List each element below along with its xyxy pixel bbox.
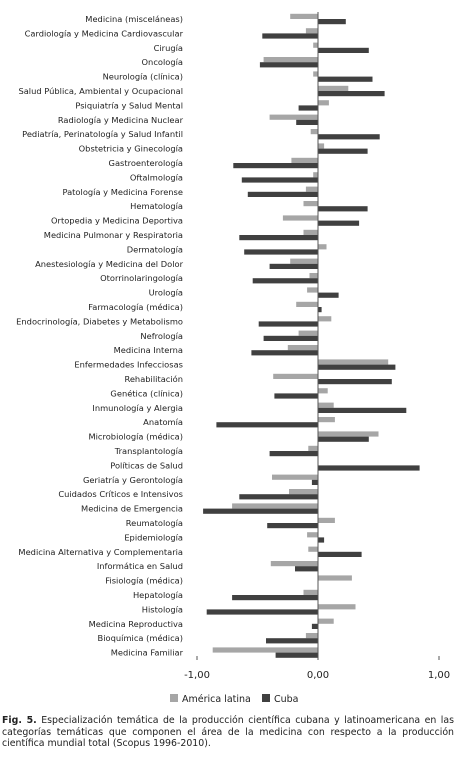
bar-cuba-farmacologia-medica (318, 307, 322, 312)
bar-cuba-cuidados-criticos-e-intensivos (239, 494, 318, 499)
bar-america-latina-dermatologia (318, 244, 327, 249)
category-label-nefrologia: Nefrología (140, 330, 183, 341)
bar-cuba-bioquimica-medica (266, 638, 318, 643)
category-label-histologia: Histología (141, 604, 183, 615)
category-labels (16, 14, 183, 658)
bar-america-latina-anatomia (318, 417, 335, 422)
category-label-cuidados-criticos-e-intensivos: Cuidados Críticos e Intensivos (58, 489, 183, 500)
category-label-anatomia: Anatomía (143, 417, 183, 428)
legend-label-america-latina: América latina (182, 694, 251, 705)
category-label-oncologia: Oncología (141, 57, 183, 68)
bar-cuba-medicina-pulmonar-y-respiratoria (239, 235, 318, 240)
category-label-geriatria-y-gerontologia: Geriatría y Gerontología (82, 474, 183, 485)
category-label-epidemiologia: Epidemiología (124, 532, 183, 543)
category-label-reumatologia: Reumatología (125, 518, 183, 528)
category-label-ortopedia-y-medicina-deportiva: Ortopedia y Medicina Deportiva (51, 215, 183, 226)
legend-swatch-america-latina (170, 694, 178, 702)
bar-cuba-patologia-y-medicina-forense (248, 192, 318, 197)
bar-cuba-medicina-miscelaneas (318, 19, 346, 24)
bar-cuba-medicina-reproductiva (312, 624, 318, 629)
bar-cuba-reumatologia (267, 523, 318, 528)
category-label-gastroenterologia: Gastroenterología (108, 158, 183, 168)
bar-cuba-rehabilitacion (318, 379, 392, 384)
bar-cuba-medicina-de-emergencia (203, 509, 318, 514)
category-label-medicina-pulmonar-y-respiratoria: Medicina Pulmonar y Respiratoria (43, 230, 183, 240)
bar-cuba-gastroenterologia (233, 163, 318, 168)
category-label-radiologia-y-medicina-nuclear: Radiología y Medicina Nuclear (57, 114, 183, 125)
bar-america-latina-cardiologia-y-medicina-cardiovascular (306, 28, 318, 33)
bar-america-latina-epidemiologia (307, 532, 318, 537)
bar-america-latina-oncologia (264, 57, 319, 62)
bar-cuba-obstetricia-y-ginecologia (318, 149, 368, 154)
category-label-salud-publica-ambiental-y-ocupacional: Salud Pública, Ambiental y Ocupacional (18, 86, 183, 96)
bar-cuba-epidemiologia (318, 537, 324, 542)
category-label-genetica-clinica: Genética (clínica) (110, 388, 183, 399)
category-label-fisiologia-medica: Fisiología (médica) (105, 575, 183, 586)
bar-america-latina-rehabilitacion (273, 374, 318, 379)
category-label-medicina-interna: Medicina Interna (113, 345, 183, 356)
category-label-cirugia: Cirugía (153, 42, 183, 53)
bar-america-latina-radiologia-y-medicina-nuclear (270, 115, 318, 120)
category-label-medicina-de-emergencia: Medicina de Emergencia (81, 503, 183, 514)
category-label-anestesiologia-y-medicina-del-dolor: Anestesiología y Medicina del Dolor (35, 258, 183, 269)
bar-cuba-inmunologia-y-alergia (318, 408, 406, 413)
x-tick-label: -1,00 (184, 670, 210, 681)
bar-cuba-endocrinologia-diabetes-y-metabolismo (259, 321, 318, 326)
category-label-cardiologia-y-medicina-cardiovascular: Cardiología y Medicina Cardiovascular (24, 28, 183, 39)
figure-caption-text: Especialización temática de la producción científica cubana y latinoamericana en las categorías temáticas que componen el área de la medicina con respecto a la producción científica mundial total (Scopus 1996-2010). (2, 715, 454, 749)
category-label-politicas-de-salud: Políticas de Salud (110, 460, 183, 471)
bar-america-latina-microbiologia-medica (318, 431, 379, 436)
category-label-medicina-reproductiva: Medicina Reproductiva (88, 618, 183, 629)
category-label-endocrinologia-diabetes-y-metabolismo: Endocrinología, Diabetes y Metabolismo (16, 316, 183, 327)
bar-cuba-radiologia-y-medicina-nuclear (296, 120, 318, 125)
bar-cuba-salud-publica-ambiental-y-ocupacional (318, 91, 385, 96)
bar-america-latina-histologia (318, 604, 356, 609)
figure-caption (2, 715, 454, 750)
bar-cuba-anatomia (216, 422, 318, 427)
bar-cuba-hepatologia (232, 595, 318, 600)
bar-cuba-otorrinolaringologia (253, 278, 318, 283)
bar-america-latina-gastroenterologia (291, 158, 318, 163)
bar-america-latina-urologia (307, 287, 318, 292)
bar-cuba-pediatria-perinatologia-y-salud-infantil (318, 134, 380, 139)
bar-cuba-enfermedades-infecciosas (318, 365, 395, 370)
bar-cuba-politicas-de-salud (318, 465, 420, 470)
bar-america-latina-enfermedades-infecciosas (318, 359, 388, 364)
bar-america-latina-fisiologia-medica (318, 575, 352, 580)
figure-label: Fig. 5. (2, 715, 37, 726)
bar-cuba-urologia (318, 293, 339, 298)
category-label-medicina-familiar: Medicina Familiar (110, 647, 183, 658)
bar-america-latina-geriatria-y-gerontologia (272, 475, 318, 480)
category-label-informatica-en-salud: Informática en Salud (96, 561, 183, 572)
bar-cuba-anestesiologia-y-medicina-del-dolor (270, 264, 318, 269)
category-label-farmacologia-medica: Farmacología (médica) (88, 302, 183, 312)
category-label-transplantologia: Transplantología (114, 446, 183, 456)
bar-america-latina-hematologia (304, 201, 319, 206)
legend (170, 694, 299, 705)
category-label-urologia: Urología (148, 287, 183, 298)
bar-america-latina-medicina-miscelaneas (290, 14, 318, 19)
bar-cuba-geriatria-y-gerontologia (312, 480, 318, 485)
bars-layer (203, 14, 420, 658)
legend-label-cuba: Cuba (274, 694, 299, 705)
bar-america-latina-nefrologia (299, 331, 318, 336)
category-label-inmunologia-y-alergia: Inmunología y Alergia (92, 402, 183, 413)
category-label-psiquiatria-y-salud-mental: Psiquiatría y Salud Mental (75, 100, 183, 111)
bar-cuba-ortopedia-y-medicina-deportiva (318, 221, 359, 226)
category-label-medicina-miscelaneas: Medicina (misceláneas) (85, 14, 183, 24)
bar-america-latina-medicina-reproductiva (318, 619, 334, 624)
bar-america-latina-obstetricia-y-ginecologia (318, 143, 324, 148)
category-label-hepatologia: Hepatología (132, 590, 183, 600)
bar-america-latina-cuidados-criticos-e-intensivos (289, 489, 318, 494)
x-tick-label: 1,00 (427, 670, 451, 681)
bar-america-latina-reumatologia (318, 518, 335, 523)
bar-cuba-neurologia-clinica (318, 77, 373, 82)
category-label-pediatria-perinatologia-y-salud-infantil: Pediatría, Perinatología y Salud Infantil (22, 129, 183, 140)
bar-cuba-medicina-familiar (276, 653, 318, 658)
bar-america-latina-inmunologia-y-alergia (318, 403, 334, 408)
bar-america-latina-endocrinologia-diabetes-y-metabolismo (318, 316, 331, 321)
bar-america-latina-medicina-alternativa-y-complementaria (308, 547, 318, 552)
x-tick-label: 0,00 (306, 670, 330, 681)
category-label-bioquimica-medica: Bioquímica (médica) (97, 633, 183, 644)
bar-cuba-informatica-en-salud (295, 566, 318, 571)
category-label-hematologia: Hematología (130, 201, 183, 212)
category-label-neurologia-clinica: Neurología (clínica) (102, 71, 183, 82)
bar-america-latina-neurologia-clinica (313, 71, 318, 76)
category-label-otorrinolaringologia: Otorrinolaringología (100, 273, 183, 284)
bar-cuba-hematologia (318, 206, 368, 211)
bar-america-latina-otorrinolaringologia (310, 273, 319, 278)
bar-cuba-microbiologia-medica (318, 437, 369, 442)
category-label-dermatologia: Dermatología (126, 244, 183, 255)
bar-america-latina-genetica-clinica (318, 388, 328, 393)
bar-america-latina-medicina-familiar (213, 647, 318, 652)
category-label-microbiologia-medica: Microbiología (médica) (88, 431, 183, 442)
legend-swatch-cuba (262, 694, 270, 702)
bar-america-latina-salud-publica-ambiental-y-ocupacional (318, 86, 348, 91)
bar-cuba-genetica-clinica (274, 393, 318, 398)
bar-cuba-oncologia (260, 62, 318, 67)
bar-cuba-medicina-alternativa-y-complementaria (318, 552, 362, 557)
bar-cuba-cirugia (318, 48, 369, 53)
category-label-enfermedades-infecciosas: Enfermedades Infecciosas (74, 359, 183, 370)
category-label-patologia-y-medicina-forense: Patología y Medicina Forense (62, 186, 183, 197)
category-label-rehabilitacion: Rehabilitación (124, 374, 183, 384)
bar-cuba-oftalmologia (242, 177, 318, 182)
bar-america-latina-medicina-interna (288, 345, 318, 350)
bar-cuba-cardiologia-y-medicina-cardiovascular (262, 33, 318, 38)
bar-america-latina-farmacologia-medica (296, 302, 318, 307)
category-label-oftalmologia: Oftalmología (129, 172, 183, 183)
x-axis-ticks (184, 656, 450, 681)
bar-cuba-nefrologia (264, 336, 319, 341)
bar-america-latina-patologia-y-medicina-forense (306, 187, 318, 192)
bar-america-latina-cirugia (313, 43, 318, 48)
bar-cuba-dermatologia (244, 249, 318, 254)
bar-cuba-medicina-interna (251, 350, 318, 355)
bar-america-latina-oftalmologia (313, 172, 318, 177)
bar-america-latina-ortopedia-y-medicina-deportiva (283, 215, 318, 220)
bar-america-latina-transplantologia (308, 446, 318, 451)
category-label-medicina-alternativa-y-complementaria: Medicina Alternativa y Complementaria (18, 546, 183, 557)
bar-america-latina-bioquimica-medica (306, 633, 318, 638)
bar-cuba-histologia (207, 609, 318, 614)
bar-cuba-psiquiatria-y-salud-mental (299, 105, 318, 110)
bar-america-latina-psiquiatria-y-salud-mental (318, 100, 329, 105)
bar-america-latina-medicina-pulmonar-y-respiratoria (304, 230, 319, 235)
bar-america-latina-pediatria-perinatologia-y-salud-infantil (311, 129, 318, 134)
category-label-obstetricia-y-ginecologia: Obstetricia y Ginecología (78, 143, 183, 154)
bar-america-latina-anestesiologia-y-medicina-del-dolor (290, 259, 318, 264)
bar-america-latina-medicina-de-emergencia (232, 503, 318, 508)
bar-america-latina-hepatologia (304, 590, 319, 595)
bar-cuba-transplantologia (270, 451, 318, 456)
bar-america-latina-informatica-en-salud (271, 561, 318, 566)
